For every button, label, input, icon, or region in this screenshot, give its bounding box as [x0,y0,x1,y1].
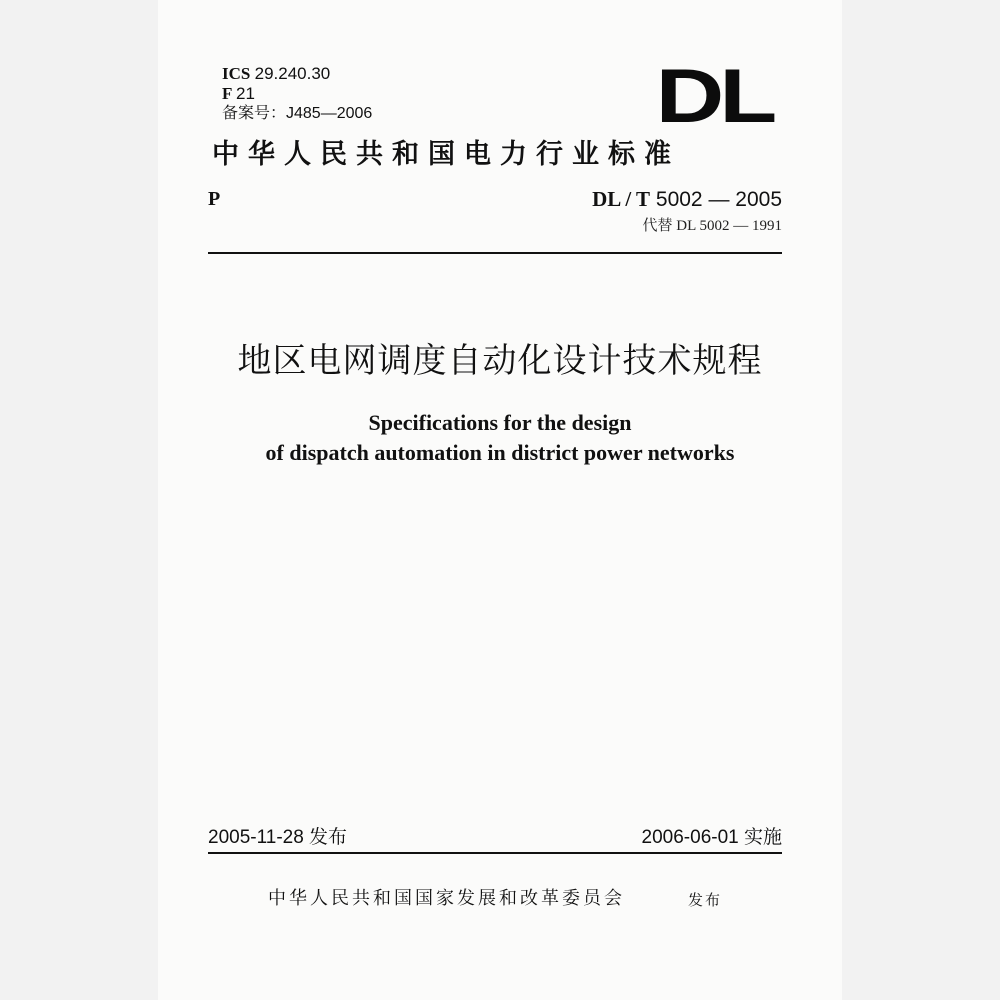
classification-label: F [222,84,232,103]
industry-standard-heading: 中华人民共和国电力行业标准 [212,139,680,170]
effective-date: 2006-06-01 实施 [641,827,782,848]
standard-prefix: DL / T [592,187,651,211]
ics-value: 29.240.30 [254,64,331,83]
ics-label: ICS [222,64,251,83]
top-divider [208,252,782,254]
title-english-line1: Specifications for the design [368,410,632,435]
standard-number [592,186,782,213]
title-chinese: 地区电网调度自动化设计技术规程 [237,341,763,381]
title-english-line2: of dispatch automation in district power networks [265,440,735,465]
standard-number-value: 5002 — 2005 [655,188,782,211]
replaces-standard: 代替 DL 5002 — 1991 [642,218,782,234]
filing-number: 备案号：J485—2006 [222,105,373,122]
dl-logo: DL [655,54,772,139]
classification-code [222,84,255,104]
bottom-divider [208,852,782,854]
issuer-action: 发布 [688,891,723,909]
issue-date: 2005-11-28 发布 [208,827,348,848]
classification-value: 21 [236,84,255,103]
ics-code [222,64,330,84]
issuer-name: 中华人民共和国国家发展和改革委员会 [268,888,625,909]
category-code: P [208,188,221,210]
